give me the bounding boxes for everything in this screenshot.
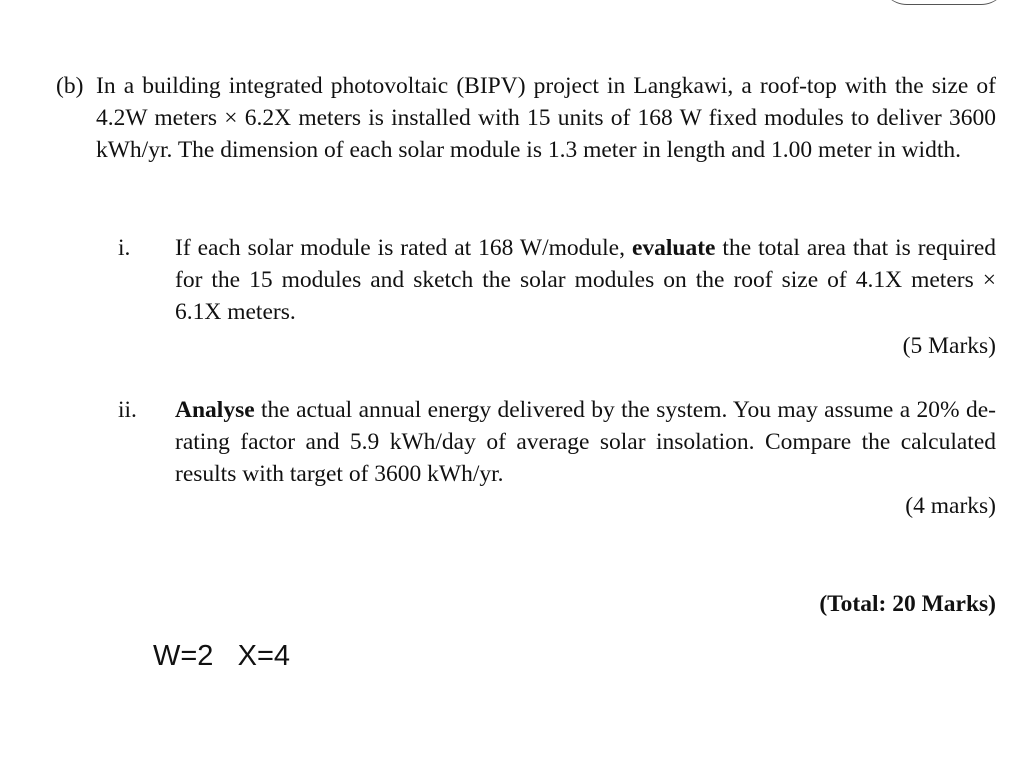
marks-i: (5 Marks): [902, 333, 996, 359]
sub-question-text: [175, 394, 996, 490]
question-label: (b): [56, 73, 84, 99]
marks-ii: (4 marks): [905, 493, 996, 519]
text-part: the actual annual energy delivered by the system. You may assume a 20% de-rating factor and 5.9 kWh/day of average solar insolation. Compare the calculated results with target of 3600 kWh/yr.: [175, 397, 996, 487]
sub-question-number: ii.: [118, 397, 137, 423]
cropped-marks-bracket: [880, 0, 1008, 5]
text-part: the total area that is required for the 15 modules and sketch the solar modules on the roof size of 4.1X meters × 6.1X meters.: [175, 235, 996, 325]
text-part: If each solar module is rated at 168 W/module,: [175, 235, 632, 261]
variable-values: W=2 X=4: [153, 640, 291, 672]
sub-question-i: [56, 232, 996, 328]
bold-keyword: evaluate: [631, 235, 716, 261]
bold-keyword: Analyse: [175, 397, 255, 423]
sub-question-text: [175, 232, 996, 328]
question-b: [56, 70, 996, 166]
sub-question-ii: [56, 394, 996, 490]
sub-question-number: i.: [118, 235, 131, 261]
total-marks: (Total: 20 Marks): [819, 591, 996, 617]
question-text: In a building integrated photovoltaic (BIPV) project in Langkawi, a roof-top with the size of 4.2W meters × 6.2X meters is installed with 15 units of 168 W fixed modules to deliver 3600 kWh/yr. The dimension of each solar module is 1.3 meter in length and 1.00 meter in width.: [96, 73, 996, 163]
